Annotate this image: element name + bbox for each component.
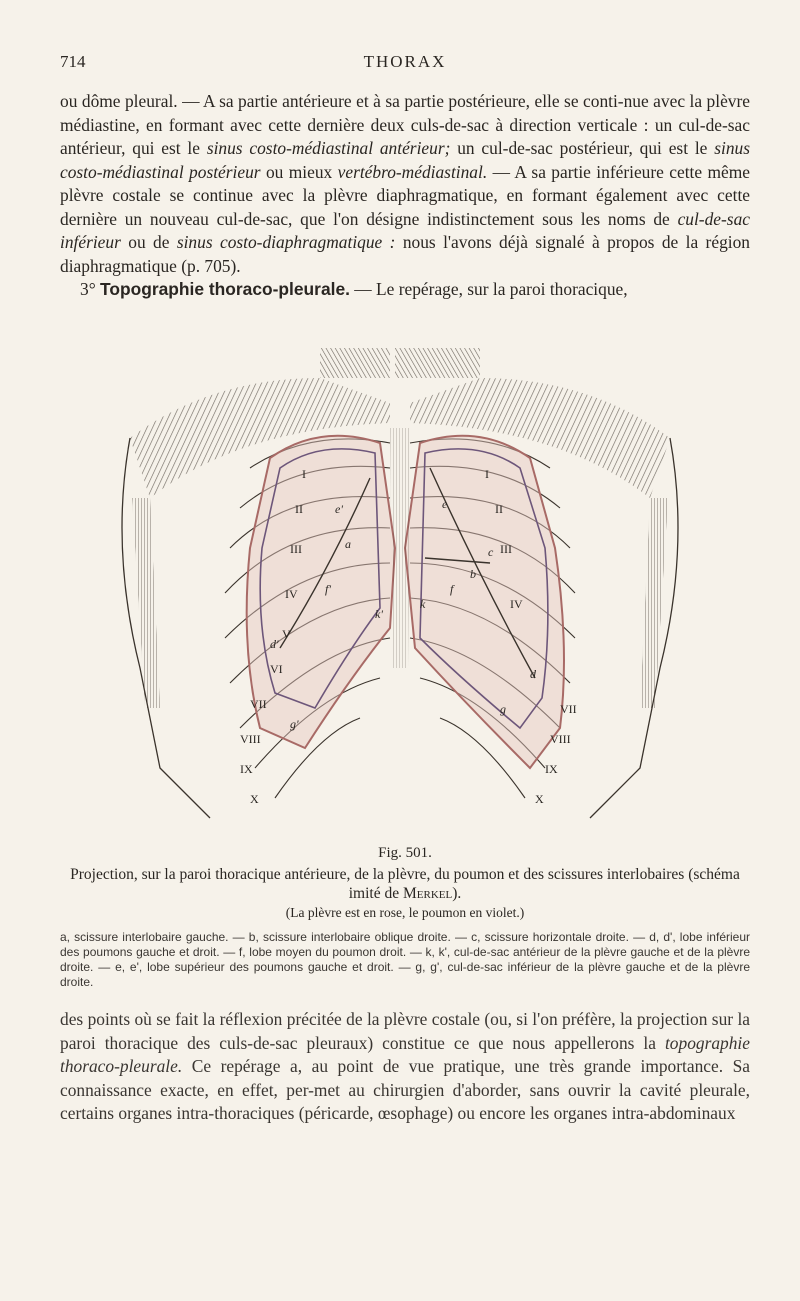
- rib-label-right-2: II: [495, 502, 503, 516]
- rib-label-left-5: V: [282, 627, 291, 641]
- figure-caption: Projection, sur la paroi thoracique antérieure, de la plèvre, du poumon et des scissures interlobaires (schéma imité de Merkel).: [70, 866, 740, 902]
- label-f-prime: f': [325, 582, 331, 596]
- rib-label-left-3: III: [290, 542, 302, 556]
- rib-label-right-1: I: [485, 467, 489, 481]
- rib-label-right-10: X: [535, 792, 544, 806]
- rib-label-right-3: III: [500, 542, 512, 556]
- section-heading: 3° Topographie thoraco-pleurale. — Le repérage, sur la paroi thoracique,: [80, 279, 628, 299]
- label-a: a: [345, 537, 351, 551]
- label-d-prime: d': [270, 637, 279, 651]
- label-g: g: [500, 702, 506, 716]
- label-d: d: [530, 667, 536, 681]
- figure-subcaption: (La plèvre est en rose, le poumon en violet.): [285, 905, 525, 920]
- paragraph-2: des points où se fait la réflexion précitée de la plèvre costale (ou, si l'on préfère, la projection sur la paroi thoracique des culs-de-sac pleuraux) constitue ce que nous appellerons la topographie thoraco-pleurale. Ce repérage a, au point de vue pratique, une très grande importance. Sa connaissance exacte, en effet, per-met au chirurgien d'aborder, sans ouvrir la cavité pleurale, certains organes intra-thoraciques (péricarde, œsophage) ou encore les organes intra-abdominaux: [60, 1009, 750, 1123]
- rib-label-right-4: IV: [510, 597, 523, 611]
- page-header: [60, 52, 750, 78]
- label-c: c: [488, 545, 494, 559]
- rib-label-left-8: VIII: [240, 732, 261, 746]
- rib-label-left-6: VI: [270, 662, 283, 676]
- running-head: THORAX: [363, 52, 447, 71]
- label-k-prime: k': [375, 607, 383, 621]
- figure-legend: a, scissure interlobaire gauche. — b, scissure interlobaire oblique droite. — c, scissure horizontale droite. — d, d', lobe inférieur des poumons gauche et droit. — f, lobe moyen du poumon droit. — k, k', cul-de-sac antérieur de la plèvre gauche et de la plèvre droite. — e, e', lobe supérieur des poumons gauche et droit. — g, g', cul-de-sac inférieur de la plèvre gauche et de la plèvre droite.: [60, 930, 750, 989]
- rib-label-left-4: IV: [285, 587, 298, 601]
- page-number: 714: [60, 52, 86, 71]
- right-pleura: [405, 436, 564, 768]
- section-title: Topographie thoraco-pleurale.: [100, 279, 350, 299]
- rib-label-left-7: VII: [250, 697, 267, 711]
- left-pleura: [247, 436, 395, 748]
- rib-label-right-8: VIII: [550, 732, 571, 746]
- figure-number: Fig. 501.: [378, 845, 432, 861]
- rib-label-left-10: X: [250, 792, 259, 806]
- label-f: f: [450, 582, 454, 596]
- paragraph-1: ou dôme pleural. — A sa partie antérieure et à sa partie postérieure, elle se conti-nue avec la plèvre médiastine, en formant avec cette dernière deux culs-de-sac à direction verticale : un cul-de-sac antérieur, qui est le sinus costo-médiastinal antérieur; un cul-de-sac postérieur, qui est le sinus costo-médiastinal postérieur ou mieux vertébro-médiastinal. — A sa partie inférieure cette même plèvre costale se continue avec la plèvre diaphragmatique, en formant également avec cette dernière un nouveau cul-de-sac, que l'on désigne indistinctement sous les noms de cul-de-sac inférieur ou de sinus costo-diaphragmatique : nous l'avons déjà signalé à propos de la région diaphragmatique (p. 705). 3° Topographie thoraco-pleurale. — Le repérage, sur la paroi thoracique,: [60, 90, 750, 302]
- rib-label-right-9: IX: [545, 762, 558, 776]
- rib-label-left-2: II: [295, 502, 303, 516]
- thorax-projection-diagram: [90, 348, 710, 828]
- label-b: b: [470, 567, 476, 581]
- rib-label-left-9: IX: [240, 762, 253, 776]
- rib-label-right-7: VII: [560, 702, 577, 716]
- rib-label-left-1: I: [302, 467, 306, 481]
- label-e-prime: e': [335, 502, 343, 516]
- label-e: e: [442, 497, 448, 511]
- caption-author: Merkel: [402, 885, 453, 902]
- label-k: k: [420, 597, 426, 611]
- anatomical-figure: [90, 348, 710, 828]
- label-g-prime: g': [290, 717, 299, 731]
